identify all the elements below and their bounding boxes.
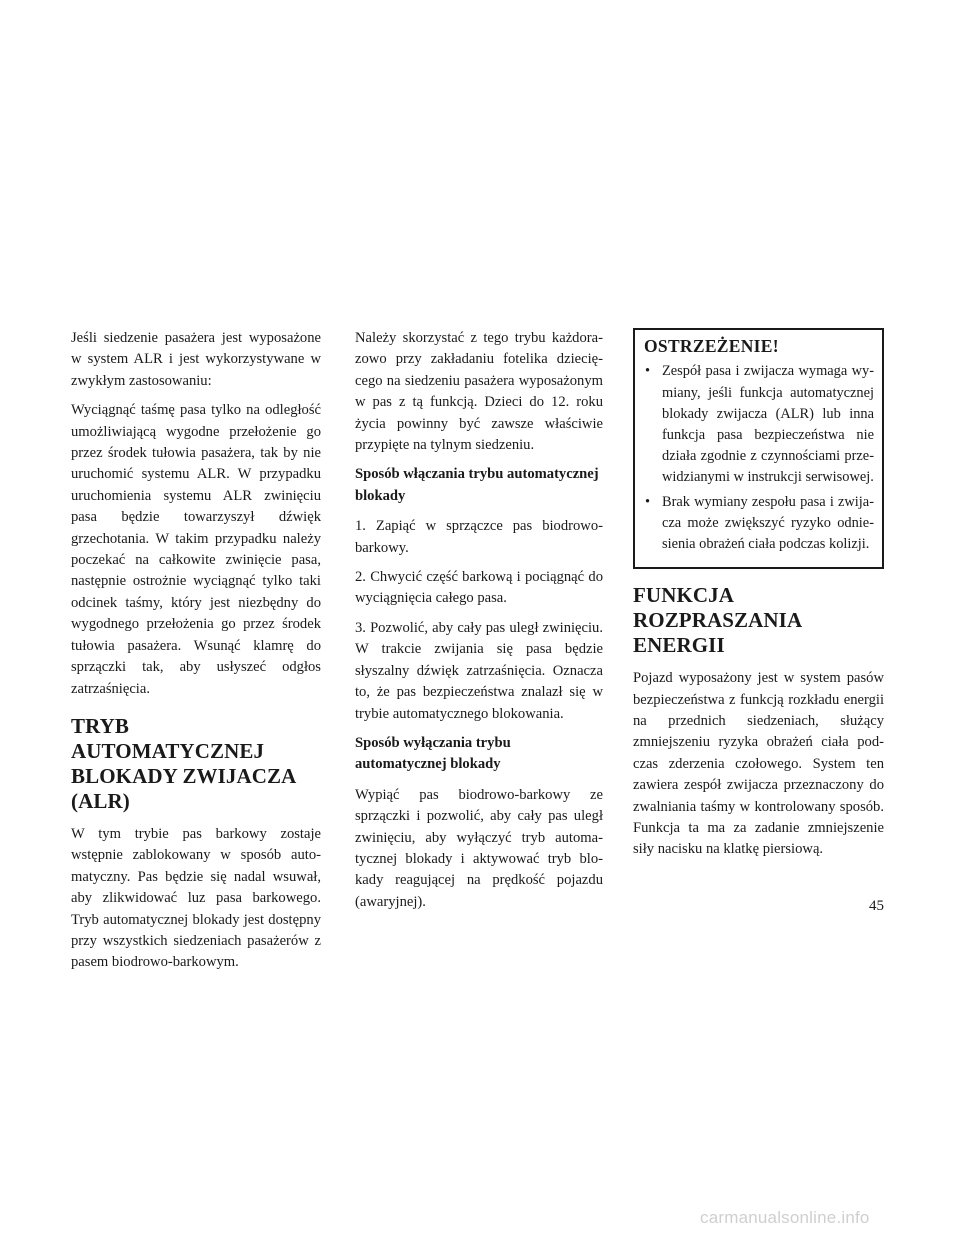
- warning-title: OSTRZEŻENIE!: [644, 336, 779, 356]
- section-heading-energy: FUNKCJA ROZPRASZANIA ENERGII: [633, 583, 802, 658]
- warning-item-text: Brak wymiany zespołu pasa i zwijacza może zwiększyć ryzyko odniesienia obrażeń ciała podczas kolizji.: [662, 493, 874, 553]
- subheading-disable-alr: Sposób wyłączania trybu automatycznej blokady: [355, 734, 511, 773]
- watermark: carmanualsonline.info: [700, 1208, 870, 1227]
- paragraph-alr-usage: Wyciągnąć taśmę pasa tylko na odległość umożliwiającą wygodne przełożenie go przez środek tułowia pasażera, tak by nie uruchomić systemu ALR. W przypadku uruchomienia systemu ALR zwinięciu pasa będzie towarzyszył dźwięk grzechotania. W takim przypadku należy poczekać na całkowite zwinięcie pasa, następnie ostrożnie wyciągnąć tylko taki odcinek taśmy, który jest niezbędny do wygodnego przełożenia go przez środek tułowia pasażera. Wsunąć klamrę do sprzączki tak, aby usłyszeć odgłos zatrzaśnięcia.: [71, 402, 321, 697]
- step-1: 1. Zapiąć w sprzączce pas biodrowo-barkowy.: [355, 518, 603, 556]
- left-column: [71, 328, 321, 982]
- bullet-icon: •: [645, 493, 651, 510]
- paragraph-disable-alr: Wypiąć pas biodrowo-barkowy ze sprzączki i pozwolić, aby cały pas uległ zwinięciu, aby wyłączyć tryb automatycznej blokady i aktywować tryb blokady reagującej na prędkość pojazdu (awaryjnej).: [355, 786, 603, 910]
- paragraph-alr-mode: W tym trybie pas barkowy zostaje wstępnie zablokowany w sposób automatyczny. Pas będzie się nadal wsuwał, aby zlikwidować luz pasa barkowego. Tryb automatycznej blokady jest dostępny przy wszystkich siedzeniach pasażerów z pasem biodrowo-barkowym.: [71, 825, 321, 971]
- bullet-icon: •: [645, 363, 651, 380]
- subheading-enable-alr: Sposób włączania trybu automatycznej blokady: [355, 466, 599, 504]
- section-heading-alr: TRYB AUTOMATYCZNEJ BLOKADY ZWIJACZA (ALR): [71, 713, 296, 813]
- paragraph-alr-intro: Jeśli siedzenie pasażera jest wyposażone w system ALR i jest wykorzystywane w zwykłym zastosowaniu:: [71, 330, 321, 389]
- step-2: 2. Chwycić część barkową i pociągnąć do wyciągnięcia całego pasa.: [355, 569, 603, 607]
- page-number: 45: [869, 898, 884, 914]
- right-column: [633, 328, 884, 869]
- step-3: 3. Pozwolić, aby cały pas uległ zwinięciu. W trakcie zwijania się pasa będzie słyszalny dźwięk zatrzaśnięcia. Oznacza to, że pas bezpieczeństwa znalazł się w trybie automatycznego blokowania.: [355, 619, 603, 722]
- warning-item: [644, 492, 874, 556]
- warning-box: [633, 328, 884, 569]
- warning-item-text: Zespół pasa i zwijacza wymaga wymiany, jeśli funkcja automatycznej blokady zwijacza (ALR) lub inna funkcja pasa bezpieczeństwa nie działa zgodnie z czynnościami przewidzianymi w instrukcji serwisowej.: [662, 363, 874, 486]
- middle-column: [355, 328, 603, 921]
- warning-item: [644, 361, 874, 488]
- warning-list: [644, 361, 874, 555]
- paragraph-child-seat: Należy skorzystać z tego trybu każdorazowo przy zakładaniu fotelika dziecięcego na siedzeniu pasażera wyposażonym w pas z tą funkcją. Dzieci do 12. roku życia powinny być zawsze właściwie przypięte na tylnym siedzeniu.: [355, 330, 603, 454]
- paragraph-energy: Pojazd wyposażony jest w system pasów bezpieczeństwa z funkcją rozkładu energii na przednich siedzeniach, służący zmniejszeniu ryzyka obrażeń ciała podczas zderzenia czołowego. System ten zawiera zespół zwijacza przeznaczony do zwalniania taśmy w kontrolowany sposób. Funkcja ta ma za zadanie zmniejszenie siły nacisku na klatkę piersiową.: [633, 670, 884, 858]
